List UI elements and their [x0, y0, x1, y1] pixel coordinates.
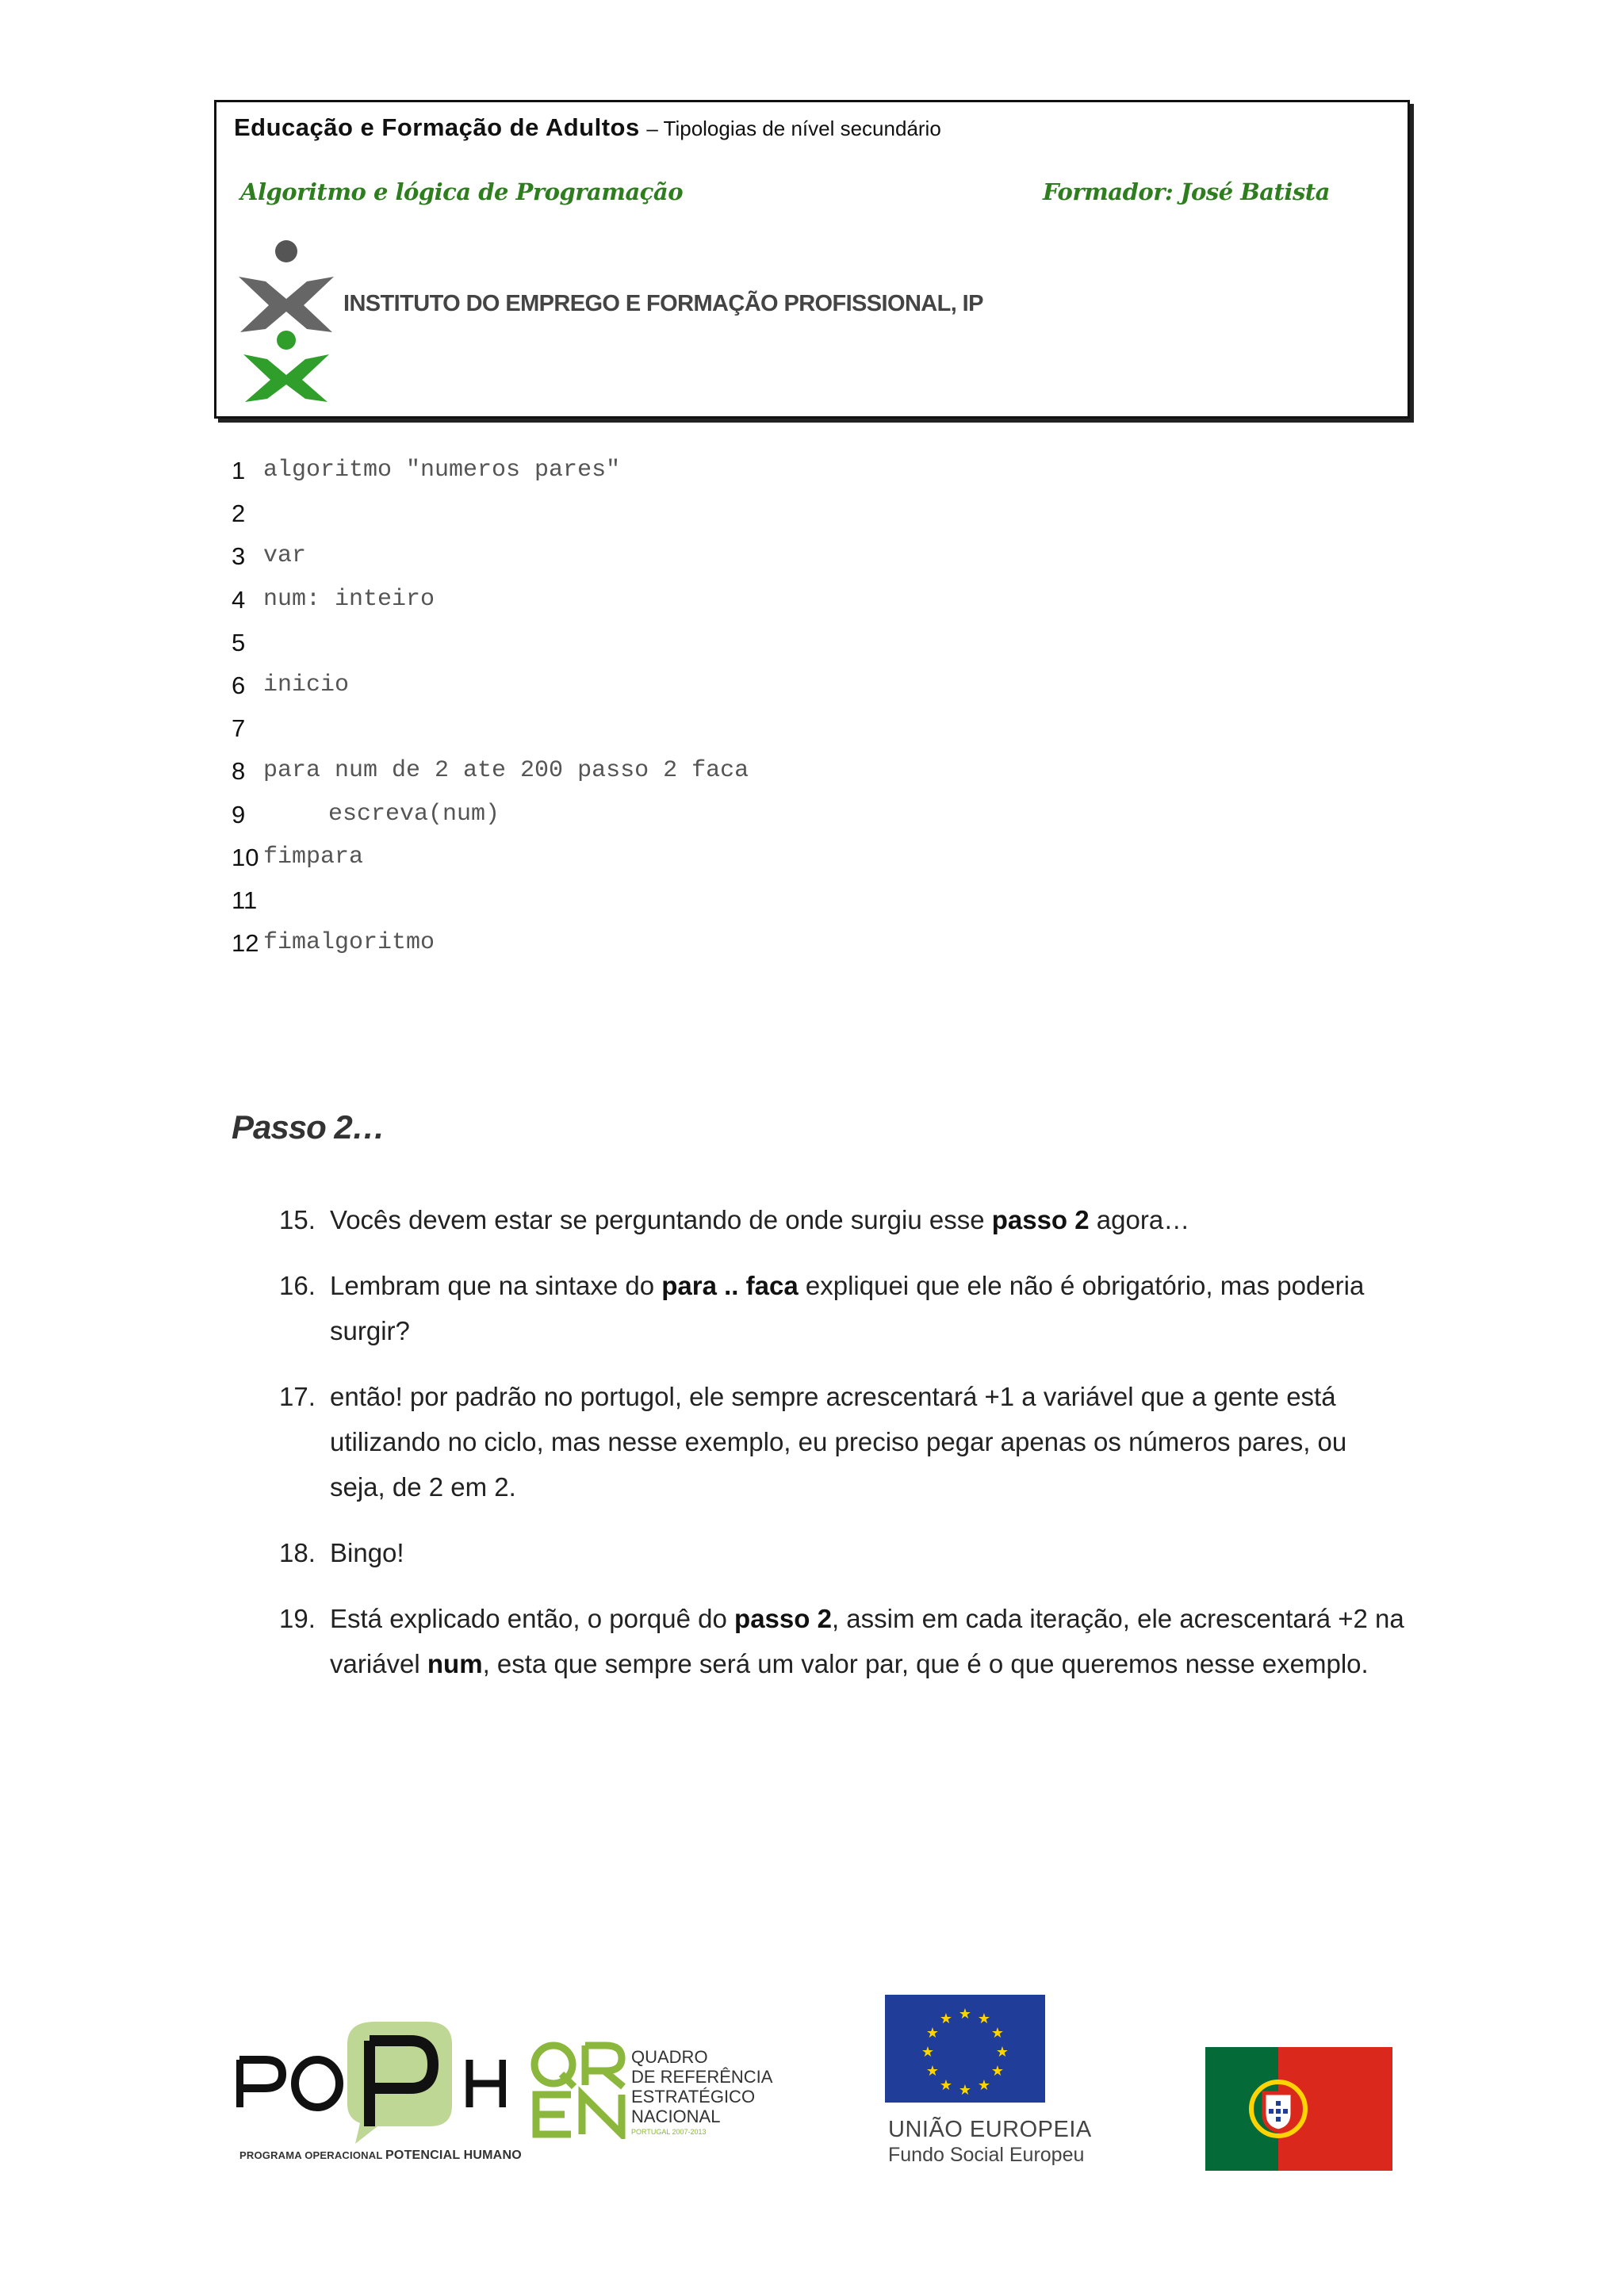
- svg-text:★: ★: [939, 2011, 953, 2027]
- svg-text:★: ★: [990, 2025, 1005, 2042]
- step-number: 16.: [279, 1271, 316, 1300]
- document-header: [214, 100, 1410, 419]
- step-text: , esta que sempre será um valor par, que é o que queremos nesse exemplo.: [482, 1649, 1369, 1678]
- line-number: 10: [232, 843, 259, 871]
- svg-text:★: ★: [977, 2077, 991, 2094]
- code-text: fimpara: [263, 843, 364, 871]
- step-emphasis: para .. faca: [661, 1271, 799, 1300]
- line-number: 7: [232, 714, 246, 743]
- code-text: var: [263, 542, 307, 570]
- code-text: para num de 2 ate 200 passo 2 faca: [263, 757, 749, 785]
- line-number: 1: [232, 457, 246, 484]
- line-number: 3: [232, 542, 246, 571]
- code-text: num: inteiro: [263, 585, 435, 613]
- line-number: 4: [232, 585, 246, 614]
- iefp-logo-icon: [231, 235, 342, 404]
- qren-line: ESTRATÉGICO: [631, 2087, 756, 2107]
- step-text: Vocês devem estar se perguntando de onde surgiu esse: [330, 1205, 992, 1234]
- step-text: Lembram que na sintaxe do: [330, 1271, 662, 1300]
- eu-flag-icon: [885, 1995, 1045, 2103]
- code-text: escreva(num): [328, 800, 500, 828]
- qren-line: DE REFERÊNCIA: [631, 2067, 773, 2087]
- qren-small: PORTUGAL 2007-2013: [631, 2128, 707, 2136]
- poph-caption-small: PROGRAMA OPERACIONAL: [239, 2149, 383, 2161]
- svg-text:★: ★: [925, 2063, 940, 2080]
- list-item: [279, 1530, 1405, 1575]
- eu-fund: Fundo Social Europeu: [888, 2144, 1085, 2166]
- header-title-subtitle: – Tipologias de nível secundário: [646, 117, 941, 140]
- svg-text:★: ★: [921, 2044, 935, 2061]
- institute-name: INSTITUTO DO EMPREGO E FORMAÇÃO PROFISSIONAL, IP: [343, 291, 983, 316]
- step-number: 18.: [279, 1538, 316, 1567]
- step-text: , assim em cada iteração, ele acrescentará +2 na variável: [330, 1604, 1404, 1678]
- list-item: [279, 1263, 1405, 1353]
- step-emphasis: passo 2: [991, 1205, 1090, 1234]
- code-text: inicio: [263, 671, 350, 698]
- poph-caption: [239, 2149, 522, 2163]
- list-item: [279, 1374, 1405, 1510]
- svg-text:★: ★: [939, 2077, 953, 2094]
- header-title: [234, 113, 941, 142]
- step-text: Bingo!: [330, 1538, 404, 1567]
- step-number: 17.: [279, 1382, 316, 1411]
- line-number: 11: [232, 886, 258, 914]
- course-name: Algoritmo e lógica de Programação: [240, 178, 684, 205]
- code-text: fimalgoritmo: [263, 929, 435, 957]
- eu-stars-icon: [885, 1995, 1045, 2103]
- step-number: 15.: [279, 1205, 316, 1234]
- step-text: agora…: [1089, 1205, 1190, 1234]
- portugal-flag-icon: [1205, 2047, 1392, 2171]
- steps-list: [279, 1197, 1405, 1707]
- section-heading: Passo 2…: [232, 1108, 385, 1146]
- line-number: 6: [232, 671, 246, 699]
- step-text: Está explicado então, o porquê do: [330, 1604, 735, 1633]
- poph-logo-icon: [236, 2020, 506, 2147]
- svg-text:★: ★: [977, 2011, 991, 2027]
- header-title-bold: Educação e Formação de Adultos: [234, 113, 640, 141]
- line-number: 2: [232, 499, 246, 528]
- svg-text:★: ★: [958, 2082, 972, 2099]
- line-number: 9: [232, 800, 246, 828]
- svg-text:★: ★: [995, 2044, 1009, 2061]
- svg-text:★: ★: [990, 2063, 1005, 2080]
- line-number: 12: [232, 929, 259, 958]
- qren-line: NACIONAL: [631, 2107, 721, 2126]
- list-item: [279, 1197, 1405, 1242]
- code-text: algoritmo "numeros pares": [263, 457, 621, 484]
- qren-text: [631, 2047, 772, 2137]
- line-number: 8: [232, 757, 246, 786]
- step-emphasis: num: [427, 1649, 483, 1678]
- svg-text:★: ★: [958, 2006, 972, 2022]
- step-text: então! por padrão no portugol, ele sempre acrescentará +1 a variável que a gente está utilizando no ciclo, mas nesse exemplo, eu preciso pegar apenas os números pares, ou seja, de 2 em 2.: [330, 1382, 1347, 1502]
- qren-line: QUADRO: [631, 2047, 708, 2067]
- step-emphasis: passo 2: [734, 1604, 832, 1633]
- step-number: 19.: [279, 1604, 316, 1633]
- trainer-name: Formador: José Batista: [1043, 178, 1330, 205]
- step-text: expliquei que ele não é obrigatório, mas poderia surgir?: [330, 1271, 1365, 1345]
- qren-logo-icon: [530, 2041, 628, 2139]
- line-number: 5: [232, 628, 246, 656]
- list-item: [279, 1596, 1405, 1686]
- poph-caption-big: POTENCIAL HUMANO: [385, 2149, 522, 2162]
- svg-text:★: ★: [925, 2025, 940, 2042]
- eu-name: UNIÃO EUROPEIA: [888, 2117, 1092, 2142]
